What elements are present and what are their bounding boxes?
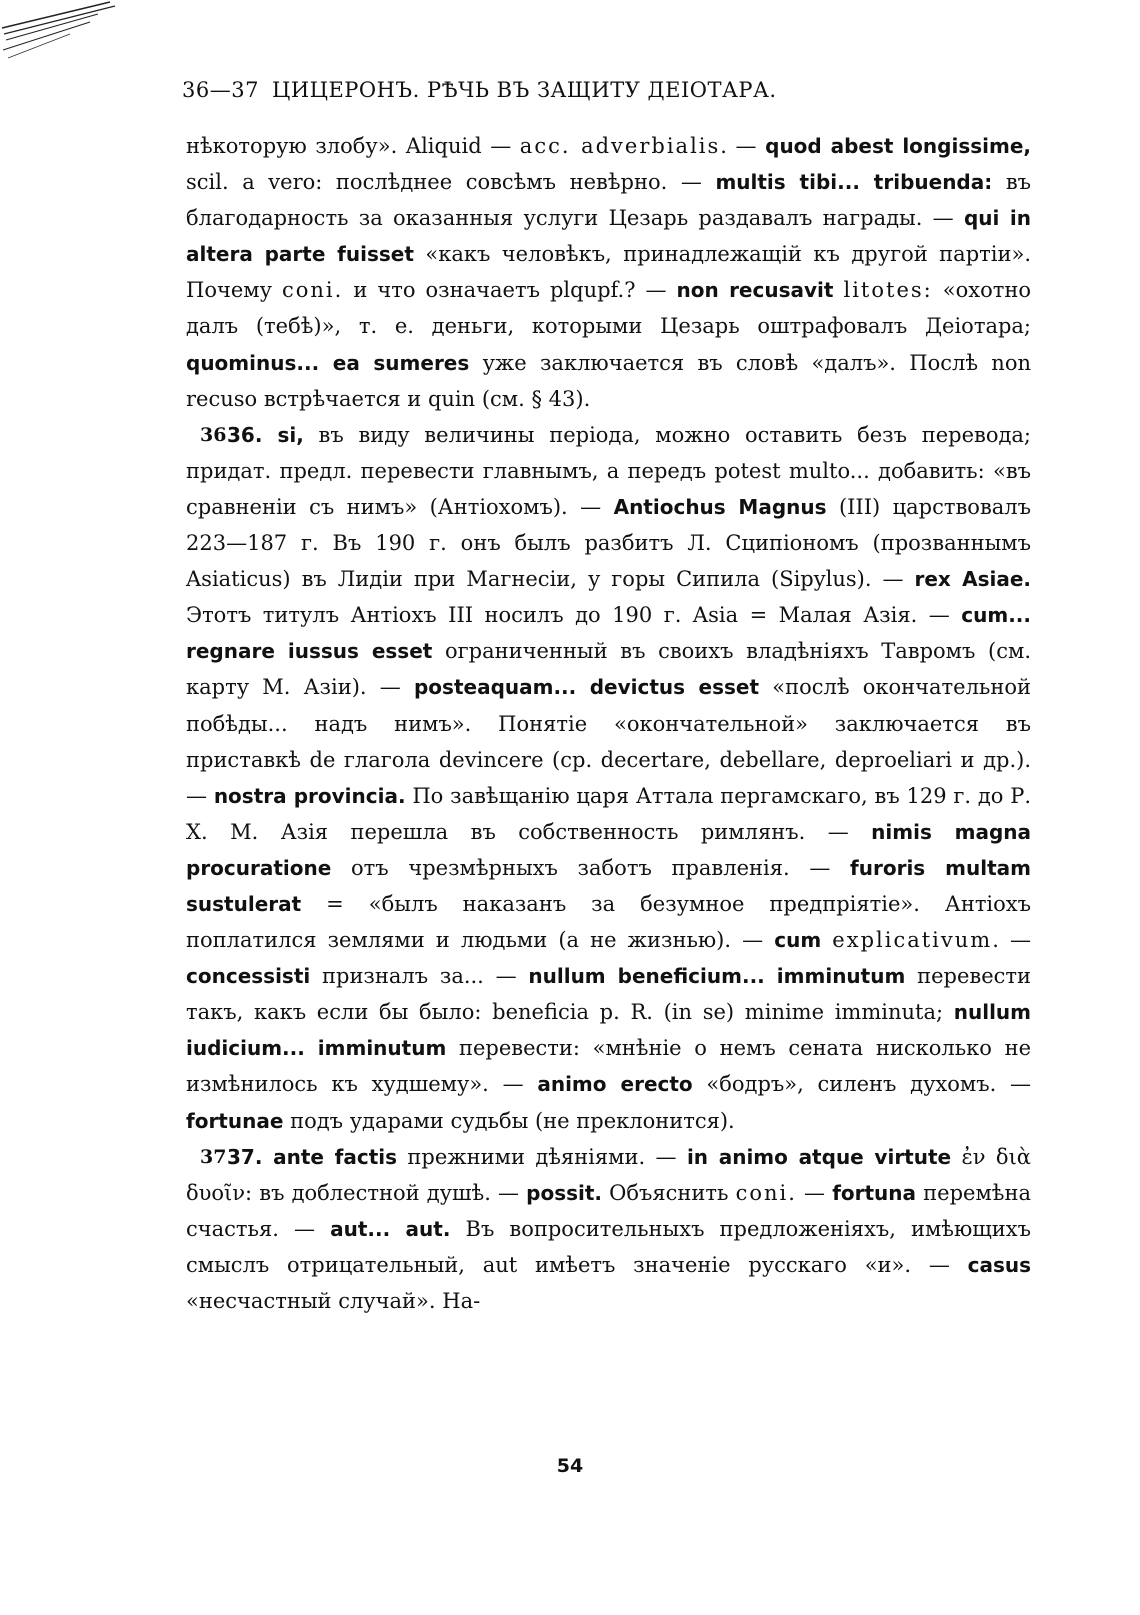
margin-number-37: 37	[200, 1145, 227, 1168]
margin-scratch-marks	[0, 0, 130, 70]
paragraph-36: 36 36. si, въ виду величины періода, можно оставить безъ перевода; придат. предл. перевести главнымъ, а передъ potest multo... добавить: «въ сравненіи съ нимъ» (Антіохомъ). — Antiochus Magnus (III) царствовалъ 223—187 г. Въ 190 г. онъ былъ разбитъ Л. Сципіономъ (прозваннымъ Asiaticus) въ Лидіи при Магнесіи, у горы Сипила (Sipylus). — rex Asiae. Этотъ титулъ Антіохъ III носилъ до 190 г. Asia = Малая Азія. — cum... regnare iussus esset ограниченный въ своихъ владѣніяхъ Тавромъ (см. карту М. Азіи). — posteaquam... devictus esset «послѣ окончательной побѣды... надъ нимъ». Понятіе «окончательной» заключается въ приставкѣ de глагола devincere (ср. decertare, debellare, deproeliari и др.). — nostra provincia. По завѣщанію царя Аттала пергамскаго, въ 129 г. до Р. Х. М. Азія перешла въ собственность римлянъ. — nimis magna procuratione отъ чрезмѣрныхъ заботъ правленія. — furoris multam sustulerat = «былъ наказанъ за безумное предпріятіе». Антіохъ поплатился землями и людьми (а не жизнью). — cum explicativum. — concessisti призналъ за... — nullum beneficium... imminutum перевести такъ, какъ если бы было: beneficia p. R. (in se) minime imminuta; nullum iudicium... imminutum перевести: «мнѣніе о немъ сената нисколько не измѣнилось къ худшему». — animo erecto «бодръ», силенъ духомъ. — fortunae подъ ударами судьбы (не преклонится).	[186, 417, 1031, 1139]
header-page-range: 36—37	[182, 78, 259, 102]
page-number: 54	[556, 1455, 584, 1477]
running-header	[182, 70, 982, 110]
paragraph-37: 37 37. ante factis прежними дѣяніями. — in animo atque virtute ἐν διὰ δυοῖν: въ доблестной душѣ. — possit. Объяснить coni. — fortuna перемѣна счастья. — aut... aut. Въ вопросительныхъ предложеніяхъ, имѣющихъ смыслъ отрицательный, aut имѣетъ значеніе русскаго «и». — casus «несчастный случай». На-	[186, 1139, 1031, 1319]
margin-number-36: 36	[200, 423, 227, 446]
header-title: ЦИЦЕРОНЪ. РѢЧЬ ВЪ ЗАЩИТУ ДЕIОТАРА.	[272, 78, 777, 102]
paragraph-continuation: нѣкоторую злобу». Aliquid — acc. adverbialis. — quod abest longissime, scil. a vero: послѣднее совсѣмъ невѣрно. — multis tibi... tribuenda: въ благодарность за оказанныя услуги Цезарь раздавалъ награды. — qui in altera parte fuisset «какъ человѣкъ, принадлежащій къ другой партіи». Почему coni. и что означаетъ plqupf.? — non recusavit litotes: «охотно далъ (тебѣ)», т. е. деньги, которыми Цезарь оштрафовалъ Деіотара; quominus... ea sumeres уже заключается въ словѣ «далъ». Послѣ non recuso встрѣчается и quin (см. § 43).	[186, 134, 1032, 411]
commentary-text	[186, 128, 1031, 1319]
